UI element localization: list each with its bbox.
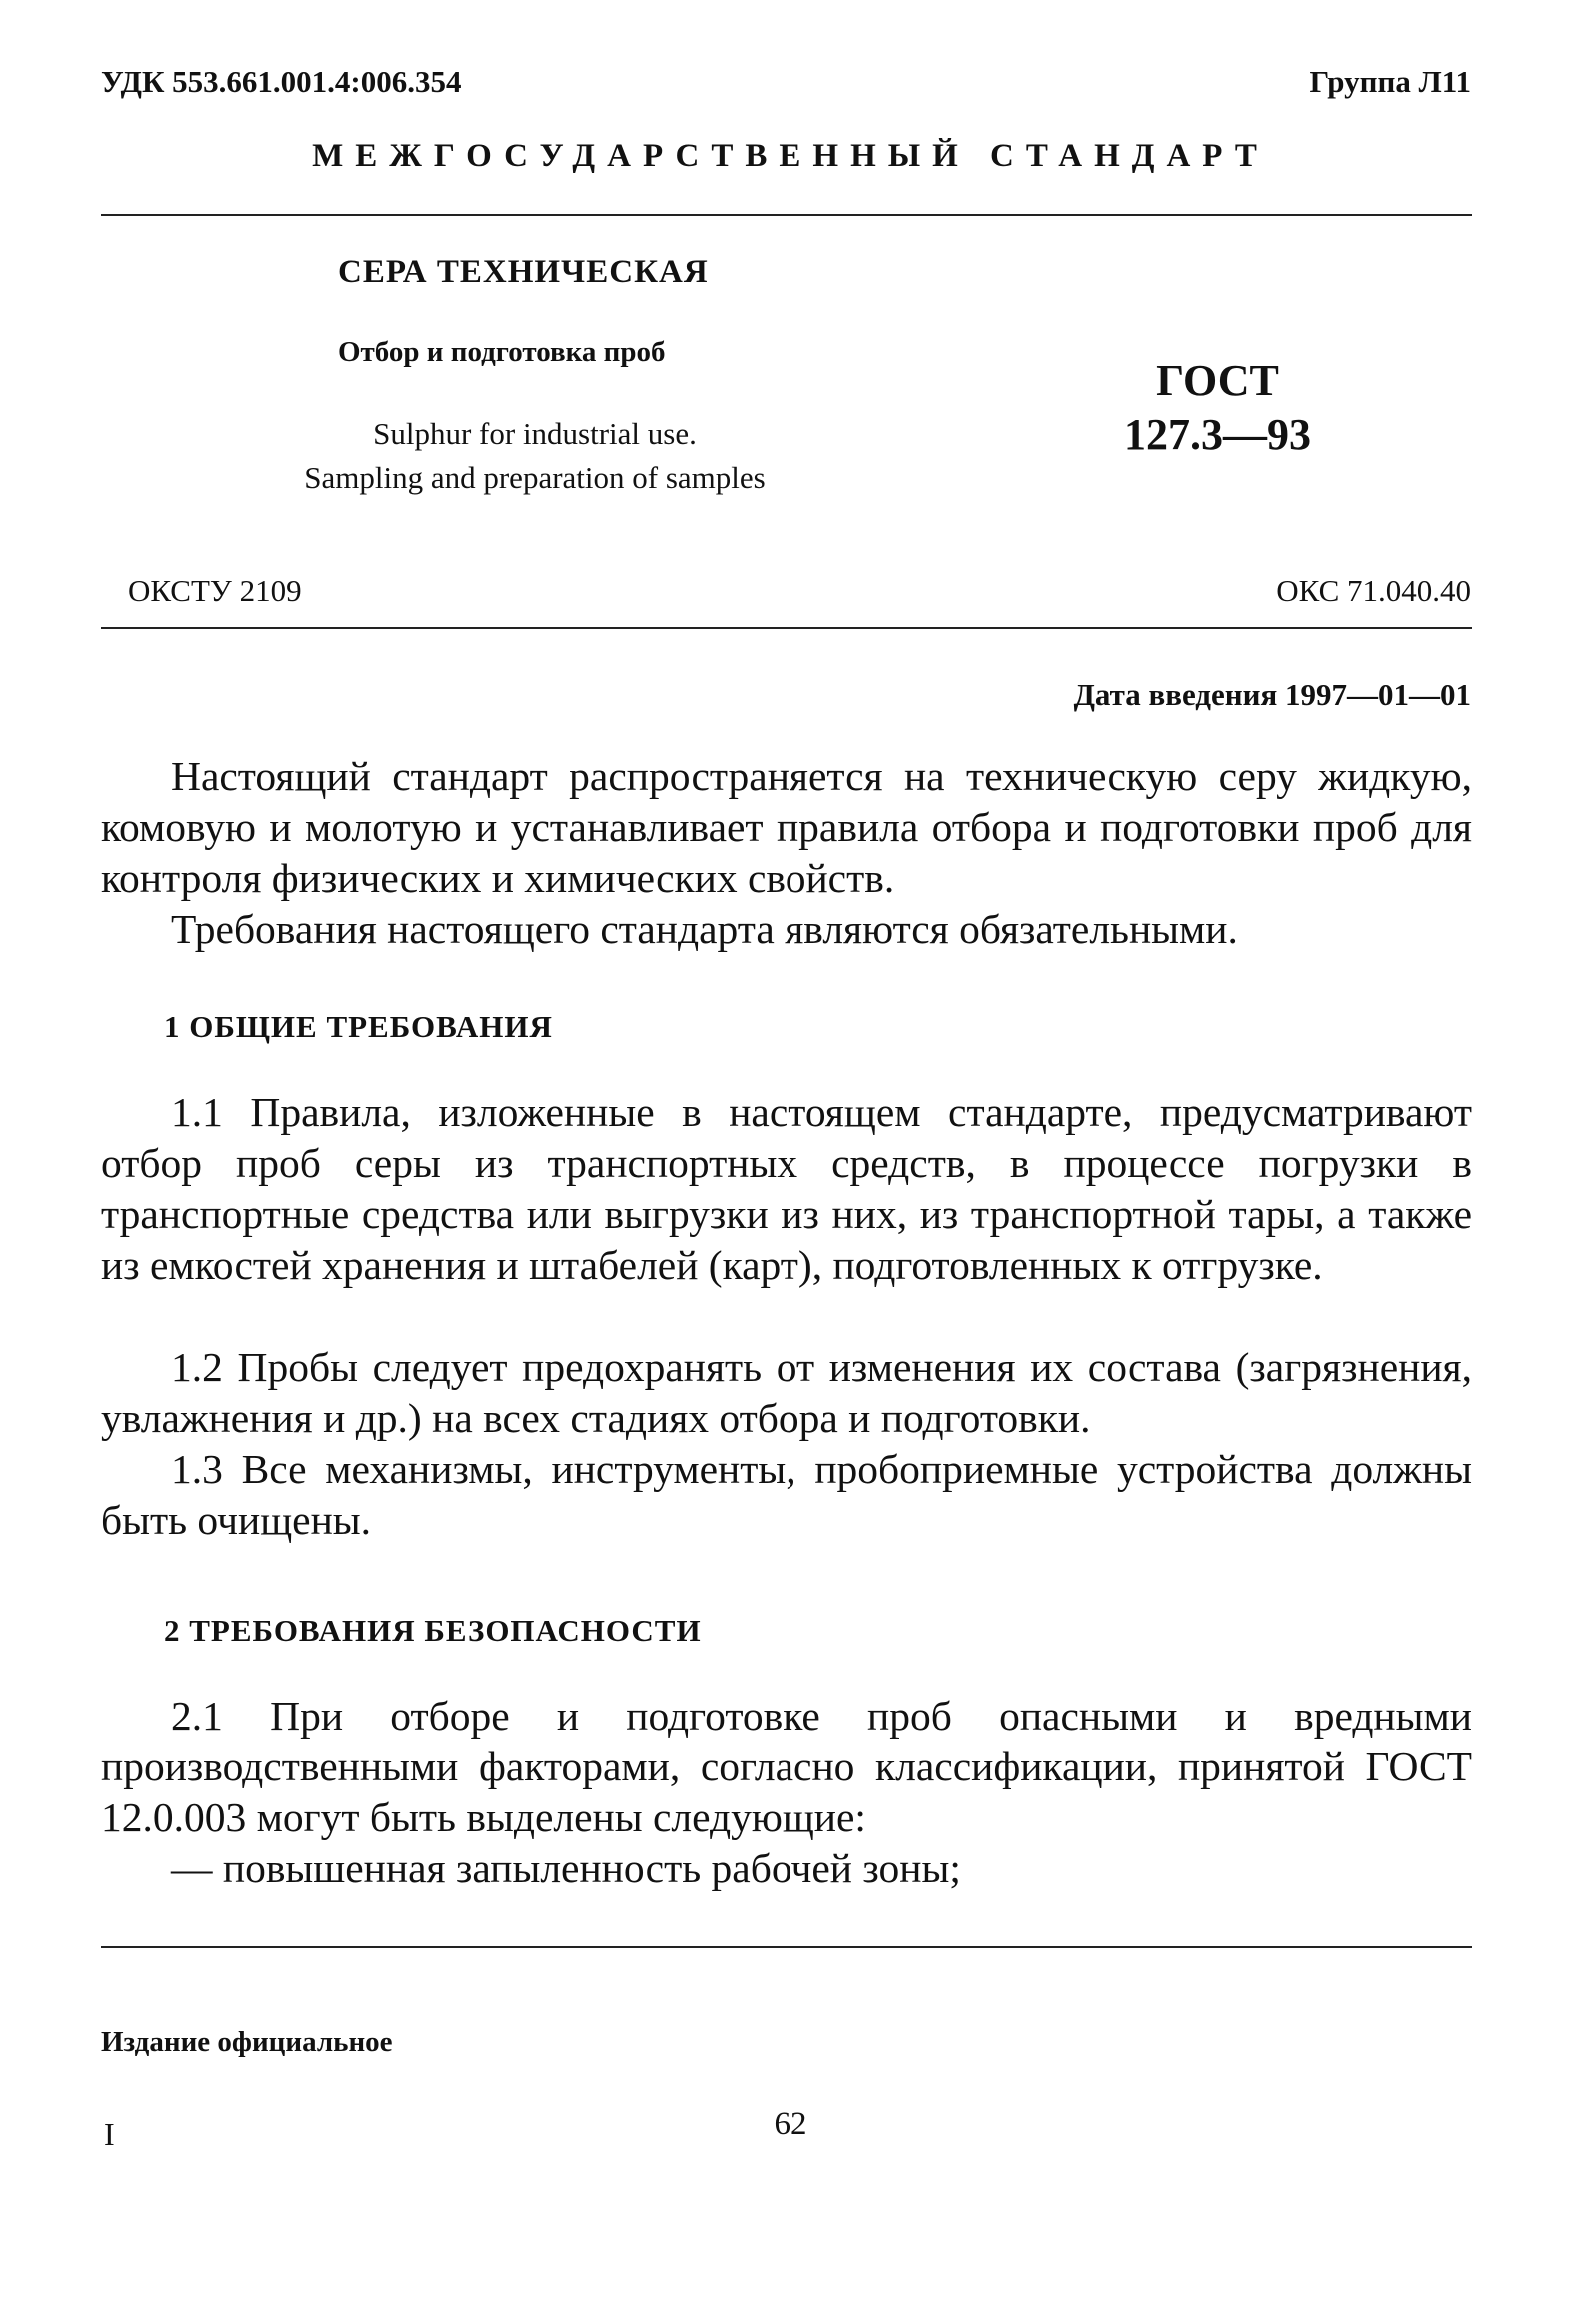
official-edition-label: Издание официальное	[101, 2026, 393, 2058]
footer-divider	[101, 1946, 1472, 1948]
gost-number: 127.3—93	[1124, 410, 1311, 459]
english-title-line-2: Sampling and preparation of samples	[304, 460, 766, 495]
document-subtitle: Отбор и подготовка проб	[338, 336, 666, 368]
clause-1-1: 1.1 Правила, изложенные в настоящем стандарте, предусматривают отбор проб серы из транспортных средств, в процессе погрузки в транспортные средства или выгрузки из них, из транспортной тары, а также из емкостей хранения и штабелей (карт), подготовленных к отгрузке.	[101, 1089, 1472, 1288]
hazard-list-item: — повышенная запыленность рабочей зоны;	[171, 1845, 961, 1891]
header-divider	[101, 214, 1472, 216]
section-1-heading: 1 ОБЩИЕ ТРЕБОВАНИЯ	[164, 1009, 553, 1044]
document-title: СЕРА ТЕХНИЧЕСКАЯ	[338, 254, 709, 290]
gost-label: ГОСТ	[1156, 356, 1279, 405]
clause-2-1: 2.1 При отборе и подготовке проб опасными и вредными производственными факторами, согласно классификации, принятой ГОСТ 12.0.003 могут быть выделены следующие:	[101, 1693, 1472, 1840]
intro-paragraph: Настоящий стандарт распространяется на техническую серу жидкую, комовую и молотую и устанавливает правила отбора и подготовки проб для контроля физических и химических свойств.	[101, 753, 1472, 901]
clause-1-2: 1.2 Пробы следует предохранять от изменения их состава (загрязнения, увлажнения и др.) на всех стадиях отбора и подготовки.	[101, 1344, 1472, 1441]
okstu-code: ОКСТУ 2109	[128, 574, 302, 608]
english-title	[250, 412, 819, 500]
udk-code: УДК 553.661.001.4:006.354	[101, 64, 462, 99]
oks-code: ОКС 71.040.40	[1276, 574, 1471, 608]
intro-mandatory-paragraph: Требования настоящего стандарта являются обязательными.	[171, 906, 1238, 952]
introduction-date: Дата введения 1997—01—01	[1073, 677, 1471, 712]
clause-1-3: 1.3 Все механизмы, инструменты, пробоприемные устройства должны быть очищены.	[101, 1446, 1472, 1543]
section-2-heading: 2 ТРЕБОВАНИЯ БЕЗОПАСНОСТИ	[164, 1613, 702, 1648]
gost-designation	[1124, 354, 1311, 462]
page-number: 62	[774, 2106, 807, 2142]
page-mark: I	[104, 2116, 115, 2152]
codes-divider	[101, 627, 1472, 629]
group-code: Группа Л11	[1309, 64, 1471, 99]
standard-type-heading: МЕЖГОСУДАРСТВЕННЫЙ СТАНДАРТ	[312, 138, 1269, 174]
english-title-line-1: Sulphur for industrial use.	[373, 416, 697, 451]
